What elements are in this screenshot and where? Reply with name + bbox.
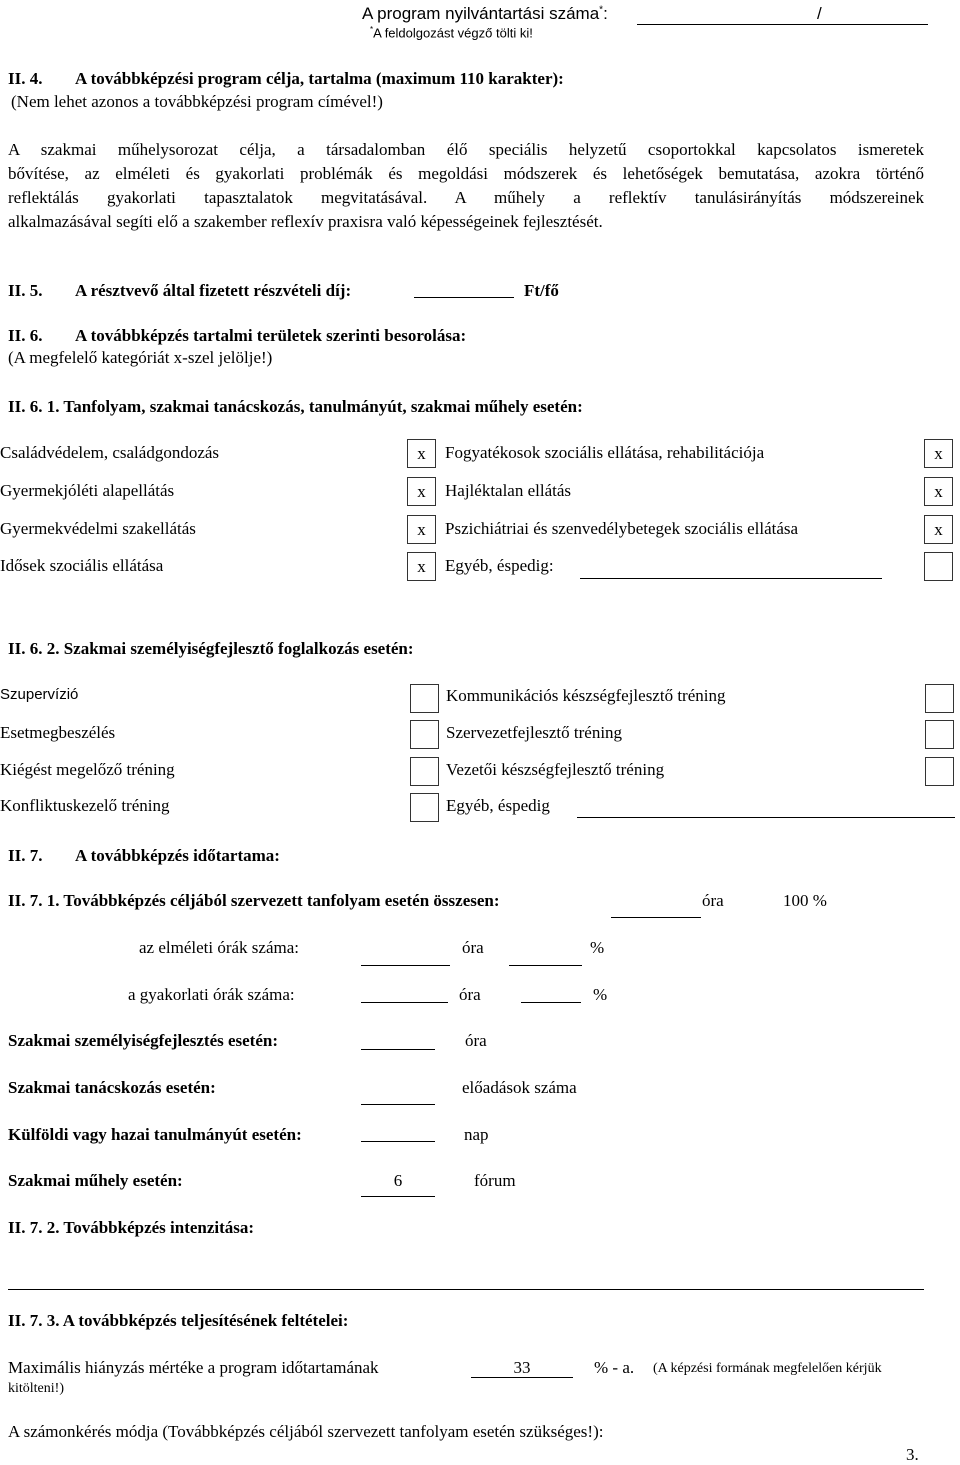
study-label: Külföldi vagy hazai tanulmányút esetén: [8,1125,302,1144]
s261-title: II. 6. 1. Tanfolyam, szakmai tanácskozás, tanulmányút, szakmai műhely esetén: [8,397,583,416]
page-number: 3. [906,1445,919,1464]
practice-label: a gyakorlati órák száma: [128,985,295,1004]
s261-other-field[interactable] [580,578,882,579]
s261-right-checkbox-4[interactable] [924,552,953,581]
total-hours-unit: óra [702,891,724,910]
s261-right-checkbox-1[interactable]: x [924,439,953,468]
s26-number: II. 6. [8,326,43,345]
s262-right-label-3: Vezetői készségfejlesztő tréning [446,760,665,779]
personal-hours-unit: óra [465,1031,487,1050]
s262-left-label-3: Kiégést megelőző tréning [0,760,175,779]
absence-note: (A képzési formának megfelelően kérjük [653,1361,882,1376]
absence-note-2: kitölteni!) [8,1381,64,1396]
theory-hours-unit: óra [462,938,484,957]
s24-line-2: bővítése, az elméleti és gyakorlati problémák és megoldási módszerek és lehetőségek bemutatása, azokra történő [8,164,924,183]
s261-right-label-4: Egyéb, éspedig: [445,556,554,575]
theory-percent-field[interactable] [509,965,582,966]
intensity-field[interactable] [8,1289,924,1290]
personal-label: Szakmai személyiségfejlesztés esetén: [8,1031,279,1050]
s262-right-checkbox-1[interactable] [925,684,954,713]
program-number-line[interactable] [637,24,928,25]
s27-number: II. 7. [8,846,43,865]
absence-unit: % - a. [594,1358,635,1377]
s261-right-label-2: Hajléktalan ellátás [445,481,572,500]
s261-left-checkbox-1[interactable]: x [407,439,436,468]
s26-subtitle: (A megfelelő kategóriát x-szel jelölje!) [8,348,273,367]
workshop-field[interactable] [361,1196,435,1197]
total-percent: 100 % [783,891,827,910]
program-number-text: A program nyilvántartási száma [362,4,600,23]
header-note [370,25,533,40]
s261-left-checkbox-4[interactable]: x [407,552,436,581]
absence-label: Maximális hiányzás mértéke a program időtartamának [8,1358,379,1377]
total-hours-field[interactable] [611,917,701,918]
s25-unit: Ft/fő [524,281,559,300]
s272-title: II. 7. 2. Továbbképzés intenzitása: [8,1218,255,1237]
colon: : [603,4,608,23]
workshop-unit: fórum [474,1171,516,1190]
s24-line-1: A szakmai műhelysorozat célja, a társadalomban élő speciális helyzetű csoportokkal kapcsolatos ismeretek [8,140,924,159]
asterisk: * [599,4,604,16]
s262-right-checkbox-2[interactable] [925,720,954,749]
s261-right-label-3: Pszichiátriai és szenvedélybetegek szociális ellátása [445,519,799,538]
s26-title: A továbbképzés tartalmi területek szerinti besorolása: [75,326,467,345]
s262-other-field[interactable] [577,817,955,818]
study-days-field[interactable] [361,1141,435,1142]
fee-field[interactable] [414,297,514,298]
s261-left-label-1: Családvédelem, családgondozás [0,443,220,462]
theory-label: az elméleti órák száma: [139,938,299,957]
absence-field[interactable] [471,1377,573,1378]
note-text: A feldolgozást végző tölti ki! [373,25,533,41]
practice-hours-unit: óra [459,985,481,1004]
s262-title: II. 6. 2. Szakmai személyiségfejlesztő foglalkozás esetén: [8,639,414,658]
s24-title: A továbbképzési program célja, tartalma (maximum 110 karakter): [75,69,564,88]
s271-title: II. 7. 1. Továbbképzés céljából szervezett tanfolyam esetén összesen: [8,891,500,910]
s262-left-checkbox-2[interactable] [410,720,439,749]
s262-left-label-2: Esetmegbeszélés [0,723,116,742]
s262-left-checkbox-4[interactable] [410,793,439,822]
s261-right-label-1: Fogyatékosok szociális ellátása, rehabilitációja [445,443,765,462]
s24-subtitle: (Nem lehet azonos a továbbképzési program címével!) [11,92,383,111]
s261-left-label-3: Gyermekvédelmi szakellátás [0,519,196,538]
lectures-label: előadások száma [462,1078,577,1097]
program-number-label [362,4,608,24]
program-number-slash: / [817,4,822,23]
conference-field[interactable] [361,1104,435,1105]
practice-hours-field[interactable] [361,1002,448,1003]
s24-number: II. 4. [8,69,43,88]
s24-line-3: reflektálás gyakorlati tapasztalatok megvitatásával. A műhely a reflektív tanulásirányítás módszereinek [8,188,924,207]
s25-number: II. 5. [8,281,43,300]
s261-left-checkbox-2[interactable]: x [407,477,436,506]
s27-title: A továbbképzés időtartama: [75,846,280,865]
absence-value: 33 [513,1358,531,1377]
s24-line-4: alkalmazásával segíti elő a szakember reflexív praxisra való képességeinek fejlesztését. [8,212,603,231]
practice-percent-field[interactable] [521,1002,581,1003]
s262-left-label-1: Szupervízió [0,686,79,703]
practice-percent-unit: % [593,985,608,1004]
assessment-label: A számonkérés módja (Továbbképzés céljából szervezett tanfolyam esetén szükséges!): [8,1422,604,1441]
s262-left-label-4: Konfliktuskezelő tréning [0,796,170,815]
workshop-value: 6 [393,1171,403,1190]
s262-right-label-1: Kommunikációs készségfejlesztő tréning [446,686,726,705]
study-days-unit: nap [464,1125,489,1144]
s262-right-checkbox-3[interactable] [925,757,954,786]
s261-left-label-2: Gyermekjóléti alapellátás [0,481,175,500]
s25-title: A résztvevő által fizetett részvételi díj: [75,281,352,300]
conference-label: Szakmai tanácskozás esetén: [8,1078,216,1097]
theory-percent-unit: % [590,938,605,957]
workshop-label: Szakmai műhely esetén: [8,1171,183,1190]
personal-hours-field[interactable] [361,1049,435,1050]
theory-hours-field[interactable] [361,965,450,966]
s262-right-label-2: Szervezetfejlesztő tréning [446,723,623,742]
s262-left-checkbox-3[interactable] [410,757,439,786]
s262-left-checkbox-1[interactable] [410,684,439,713]
s262-right-label-4: Egyéb, éspedig [446,796,550,815]
s261-left-label-4: Idősek szociális ellátása [0,556,164,575]
s261-right-checkbox-3[interactable]: x [924,515,953,544]
note-asterisk: * [370,25,374,34]
s261-left-checkbox-3[interactable]: x [407,515,436,544]
s261-right-checkbox-2[interactable]: x [924,477,953,506]
s273-title: II. 7. 3. A továbbképzés teljesítésének feltételei: [8,1311,349,1330]
